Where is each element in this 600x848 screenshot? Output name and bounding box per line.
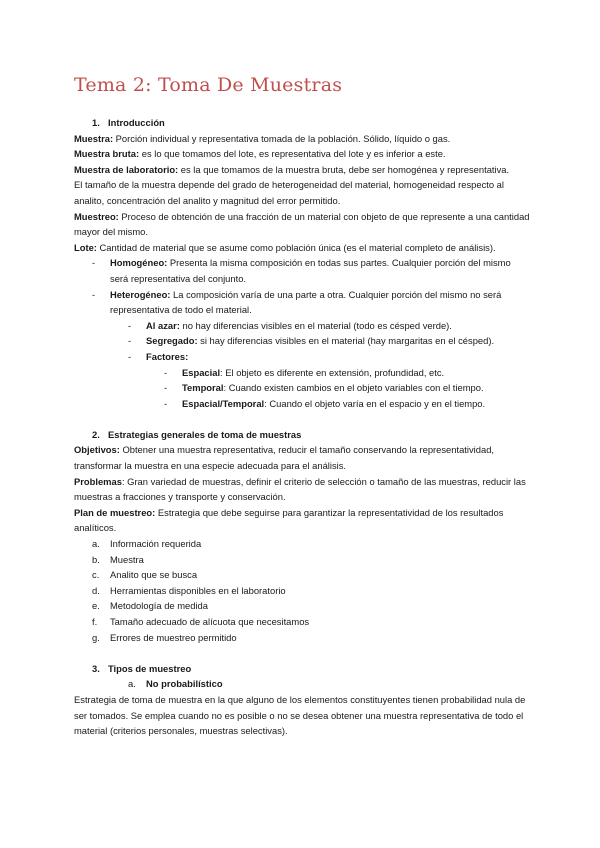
bullet-espacial-temporal: - Espacial/Temporal: Cuando el objeto varía en el espacio y en el tiempo.	[164, 397, 486, 409]
subsection-heading-no-probabilistico: a. No probabilístico	[128, 678, 223, 690]
document-body	[74, 115, 530, 739]
list-item: g. Errores de muestreo permitido	[92, 631, 237, 643]
bullet-al-azar: - Al azar: no hay diferencias visibles en el material (todo es césped verde).	[128, 319, 452, 331]
list-item: b. Muestra	[92, 553, 144, 565]
section-heading-estrategias: 2. Estrategias generales de toma de muestras	[92, 428, 302, 440]
definition-objetivos: Objetivos: Obtener una muestra representativa, reducir el tamaño conservando la representatividad, transformar la muestra en una especie adecuada para el análisis.	[74, 444, 495, 472]
page-title: Tema 2: Toma De Muestras	[74, 74, 343, 96]
list-item: a. Información requerida	[92, 538, 202, 550]
list-item: e. Metodología de medida	[92, 600, 208, 612]
bullet-homogeneo: - Homogéneo: Presenta la misma composición en todas sus partes. Cualquier porción del mismo será representativa del conjunto.	[92, 257, 511, 284]
bullet-espacial: - Espacial: El objeto es diferente en extensión, profundidad, etc.	[164, 366, 445, 378]
list-item: c. Analito que se busca	[92, 569, 198, 581]
list-item: f. Tamaño adecuado de alícuota que necesitamos	[92, 616, 310, 627]
section-heading-tipos-muestreo: 3. Tipos de muestreo	[92, 662, 192, 674]
bullet-heterogeneo: - Heterogéneo: La composición varía de una parte a otra. Cualquier porción del mismo no será representativa de todo el material.	[92, 288, 502, 316]
definition-lote: Lote: Cantidad de material que se asume como población única (es el material completo de análisis).	[74, 241, 496, 253]
paragraph-tamano-muestra: El tamaño de la muestra depende del grado de heterogeneidad del material, homogeneidad respecto al analito, concentración del analito y magnitud del error permitido.	[74, 179, 504, 206]
definition-muestra: Muestra: Porción individual y representativa tomada de la población. Sólido, líquido o gas.	[74, 132, 451, 144]
definition-muestra-bruta: Muestra bruta: es lo que tomamos del lote, es representativa del lote y es inferior a este.	[74, 148, 446, 160]
list-item: d. Herramientas disponibles en el laboratorio	[92, 584, 286, 596]
bullet-factores: - Factores:	[128, 350, 189, 362]
definition-problemas: Problemas: Gran variedad de muestras, definir el criterio de selección o tamaño de las muestras, reducir las muestras a fracciones y transporte y conservación.	[74, 475, 526, 503]
definition-muestreo: Muestreo: Proceso de obtención de una fracción de un material con objeto de que represente a una cantidad mayor del mismo.	[74, 210, 530, 238]
definition-muestra-laboratorio: Muestra de laboratorio: es la que tomamos de la muestra bruta, debe ser homogénea y representativa.	[74, 163, 510, 175]
bullet-segregado: - Segregado: si hay diferencias visibles en el material (hay margaritas en el césped).	[128, 335, 495, 347]
definition-plan-muestreo: Plan de muestreo: Estrategia que debe seguirse para garantizar la representatividad de los resultados analíticos.	[74, 506, 504, 534]
section-heading-introduccion: 1. Introducción	[92, 117, 165, 128]
paragraph-no-probabilistico: Estrategia de toma de muestra en la que alguno de los elementos constituyentes tienen probabilidad nula de ser tomados. Se emplea cuando no es posible o no se desea obtener una muestra representativa de todo el material (criterios personales, muestras selectivas).	[74, 693, 526, 737]
bullet-temporal: - Temporal: Cuando existen cambios en el objeto variables con el tiempo.	[164, 382, 484, 394]
